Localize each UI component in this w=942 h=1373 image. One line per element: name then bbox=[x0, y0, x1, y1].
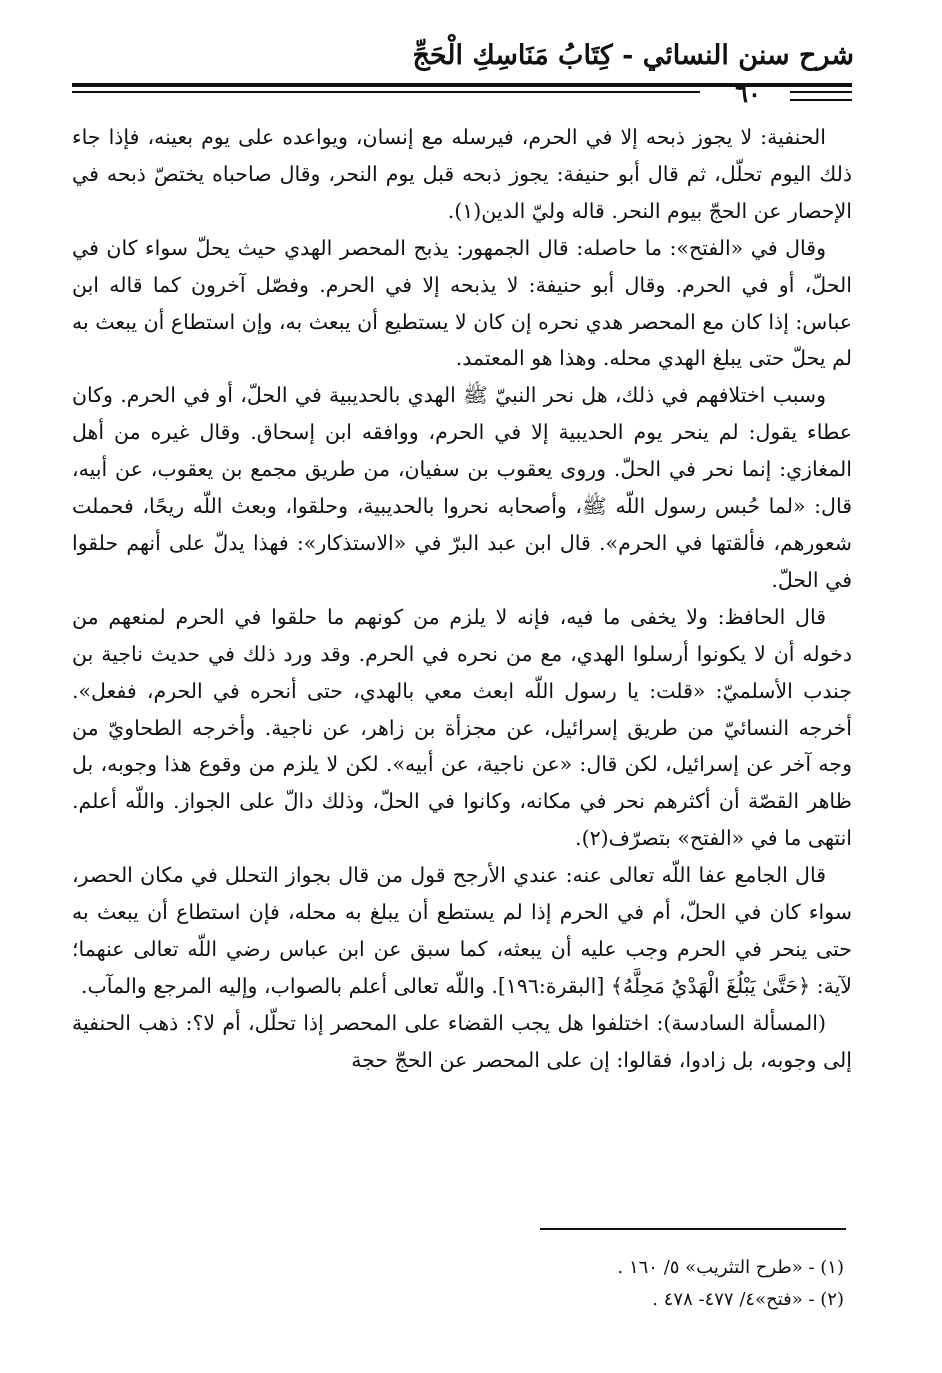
header-rule-ornament bbox=[790, 99, 852, 101]
header-rule-ornament bbox=[790, 91, 852, 93]
header-rule-thin bbox=[72, 91, 700, 93]
main-text bbox=[72, 119, 852, 1079]
footnote: (٢) - «فتح»٤/ ٤٧٧- ٤٧٨ . bbox=[652, 1289, 844, 1310]
paragraph: وقال في «الفتح»: ما حاصله: قال الجمهور: يذبح المحصر الهدي حيث يحلّ سواء كان في الحلّ، أو في الحرم. وقال أبو حنيفة: لا يذبحه إلا في الحرم. وفصّل آخرون كما قاله ابن عباس: إذا كان مع المحصر هدي نحره إن كان لا يستطيع أن يبعث به، وإن استطاع أن يبعث به لم يحلّ حتى يبلغ الهدي محله. وهذا هو المعتمد. bbox=[71, 235, 852, 371]
footnote-separator bbox=[540, 1228, 846, 1230]
paragraph: الحنفية: لا يجوز ذبحه إلا في الحرم، فيرسله مع إنسان، ويواعده على يوم بعينه، فإذا جاء ذلك اليوم تحلّل، ثم قال أبو حنيفة: يجوز ذبحه قبل يوم النحر، وقال صاحباه يختصّ ذبحه في الإحصار عن الحجّ بيوم النحر. قاله وليّ الدين(١). bbox=[72, 125, 852, 223]
footnote: (١) - «طرح التثريب» ٥/ ١٦٠ . bbox=[617, 1257, 844, 1278]
running-header-title: شرح سنن النسائي - كِتَابُ مَنَاسِكِ الْحَجِّ bbox=[412, 40, 854, 71]
page-number: ٦٠ bbox=[735, 79, 761, 108]
footnotes bbox=[72, 1252, 844, 1316]
paragraph: وسبب اختلافهم في ذلك، هل نحر النبيّ ﷺ الهدي بالحديبية في الحلّ، أو في الحرم. وكان عطاء يقول: لم ينحر يوم الحديبية إلا في الحرم، ووافقه ابن إسحاق. وقال غيره من أهل المغازي: إنما نحر في الحلّ. وروى يعقوب بن سفيان، من طريق مجمع بن يعقوب، عن أبيه، قال: «لما حُبس رسول اللّه ﷺ، وأصحابه نحروا بالحديبية، وحلقوا، وبعث اللّه ريحًا، فحملت شعورهم، فألقتها في الحرم». قال ابن عبد البرّ في «الاستذكار»: فهذا يدلّ على أنهم حلقوا في الحلّ. bbox=[72, 383, 852, 592]
paragraph: قال الحافظ: ولا يخفى ما فيه، فإنه لا يلزم من كونهم ما حلقوا في الحرم لمنعهم من دخوله أن لا يكونوا أرسلوا الهدي، مع من نحره في الحرم. وقد ورد ذلك في حديث ناجية بن جندب الأسلميّ: «قلت: يا رسول اللّه ابعث معي بالهدي، حتى أنحره في الحرم، ففعل». أخرجه النسائيّ من طريق إسرائيل، عن مجزأة بن زاهر، عن ناجية. وأخرجه الطحاويّ من وجه آخر عن إسرائيل، لكن قال: «عن ناجية، عن أبيه». لكن لا يلزم من وقوع هذا وجوبه، بل ظاهر القصّة أن أكثرهم نحر في مكانه، وكانوا في الحلّ، وذلك دالّ على الجواز. واللّه أعلم. انتهى ما في «الفتح» بتصرّف(٢). bbox=[72, 604, 852, 851]
paragraph: (المسألة السادسة): اختلفوا هل يجب القضاء على المحصر إذا تحلّل، أم لا؟: ذهب الحنفية إلى وجوبه، بل زادوا، فقالوا: إن على المحصر عن الحجّ حجة bbox=[72, 1010, 852, 1072]
paragraph: قال الجامع عفا اللّه تعالى عنه: عندي الأرجح قول من قال بجواز التحلل في مكان الحصر، سواء كان في الحلّ، أم في الحرم إذا لم يستطع أن يبلغ به محله، فإن استطاع أن يبعث به حتى ينحر في الحرم وجب عليه أن يبعثه، كما سبق عن ابن عباس رضي اللّه تعالى عنهما؛ لآية: ﴿حَتَّىٰ يَبْلُغَ الْهَدْيُ مَحِلَّهُ﴾ [البقرة:١٩٦]. واللّه تعالى أعلم بالصواب، وإليه المرجع والمآب. bbox=[72, 863, 852, 998]
